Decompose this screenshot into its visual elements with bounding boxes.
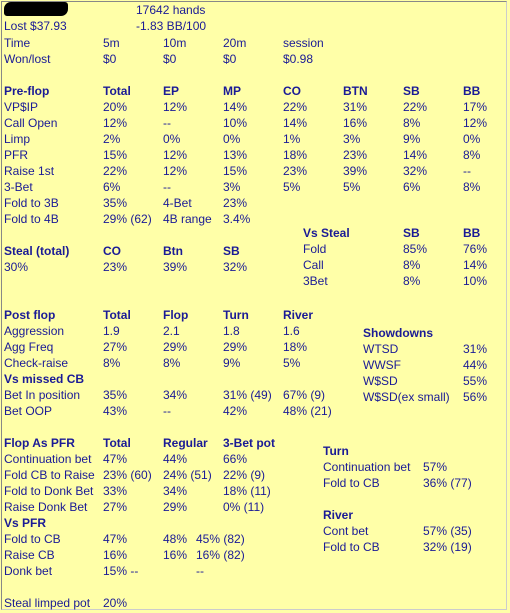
vs-steal-col-sb: SB bbox=[403, 226, 420, 240]
vs-pfr-label-raise-cb: Raise CB bbox=[4, 548, 55, 562]
steal-btn-value: 39% bbox=[163, 260, 188, 274]
showdown-label-w-sd-ex-small: W$SD(ex small) bbox=[363, 390, 450, 404]
showdown-value-w-sd: 55% bbox=[463, 374, 488, 388]
steal-co-value: 23% bbox=[103, 260, 128, 274]
vs-steal-value-fold-0: 85% bbox=[403, 242, 428, 256]
flop-pfr-title: Flop As PFR bbox=[4, 436, 75, 450]
preflop-value-vp-ip-4: 31% bbox=[343, 100, 368, 114]
missed-cb-value-bet-in-position-0: 35% bbox=[103, 388, 128, 402]
preflop-value-call-open-1: -- bbox=[163, 116, 171, 130]
showdown-value-wtsd: 31% bbox=[463, 342, 488, 356]
preflop-value-call-open-3: 14% bbox=[283, 116, 308, 130]
postflop-col-turn: Turn bbox=[223, 308, 249, 322]
preflop-col-bb: BB bbox=[463, 84, 481, 98]
bb-per-100: -1.83 BB/100 bbox=[136, 19, 207, 33]
preflop-value-3-bet-1: -- bbox=[163, 180, 171, 194]
fourbet-range-value: 3.4% bbox=[223, 212, 251, 226]
postflop-col-flop: Flop bbox=[163, 308, 189, 322]
flop-pfr-value-fold-cb-to-raise-0: 23% (60) bbox=[103, 468, 152, 482]
flop-pfr-label-continuation-bet: Continuation bet bbox=[4, 452, 92, 466]
fourbet-value: 23% bbox=[223, 196, 248, 210]
preflop-value-vp-ip-6: 17% bbox=[463, 100, 488, 114]
missed-cb-value-bet-oop-1: -- bbox=[163, 404, 171, 418]
flop-pfr-col-total: Total bbox=[103, 436, 131, 450]
preflop-value-pfr-3: 18% bbox=[283, 148, 308, 162]
steal-total-value: 30% bbox=[4, 260, 29, 274]
preflop-value-3-bet-2: 3% bbox=[223, 180, 241, 194]
preflop-value-call-open-2: 10% bbox=[223, 116, 248, 130]
missed-cb-value-bet-oop-0: 43% bbox=[103, 404, 128, 418]
flop-pfr-value-continuation-bet-1: 44% bbox=[163, 452, 188, 466]
preflop-label-pfr: PFR bbox=[4, 148, 28, 162]
steal-limped-value: 20% bbox=[103, 596, 128, 610]
preflop-value-call-open-4: 16% bbox=[343, 116, 368, 130]
vs-pfr-label-donk-bet: Donk bet bbox=[4, 564, 53, 578]
flop-pfr-label-fold-to-donk-bet: Fold to Donk Bet bbox=[4, 484, 94, 498]
stats-panel-frame bbox=[1, 1, 507, 610]
postflop-value-aggression-1: 2.1 bbox=[163, 324, 180, 338]
flop-pfr-col-regular: Regular bbox=[163, 436, 208, 450]
showdown-label-wtsd: WTSD bbox=[363, 342, 399, 356]
postflop-value-check-raise-0: 8% bbox=[103, 356, 121, 370]
flop-pfr-label-fold-cb-to-raise: Fold CB to Raise bbox=[4, 468, 95, 482]
postflop-value-aggression-2: 1.8 bbox=[223, 324, 240, 338]
preflop-value-call-open-6: 12% bbox=[463, 116, 488, 130]
fold4b-label: Fold to 4B bbox=[4, 212, 59, 226]
wonlost-session: $0.98 bbox=[283, 52, 314, 66]
missed-cb-title: Vs missed CB bbox=[4, 372, 85, 386]
preflop-value-raise-1st-5: 32% bbox=[403, 164, 428, 178]
missed-cb-value-bet-in-position-1: 34% bbox=[163, 388, 188, 402]
preflop-label-call-open: Call Open bbox=[4, 116, 58, 130]
vs-pfr-value-donk-bet-0: 15% -- bbox=[103, 564, 139, 578]
turn-label-continuation-bet: Continuation bet bbox=[323, 460, 411, 474]
preflop-value-limp-5: 9% bbox=[403, 132, 421, 146]
vs-pfr-title: Vs PFR bbox=[4, 516, 47, 530]
preflop-value-vp-ip-5: 22% bbox=[403, 100, 428, 114]
missed-cb-label-bet-in-position: Bet In position bbox=[4, 388, 81, 402]
preflop-value-limp-3: 1% bbox=[283, 132, 301, 146]
fourbet-range-label: 4B range bbox=[163, 212, 212, 226]
fold3b-label: Fold to 3B bbox=[4, 196, 59, 210]
showdown-label-wwsf: WWSF bbox=[363, 358, 401, 372]
flop-pfr-col-3bet: 3-Bet pot bbox=[223, 436, 275, 450]
steal-col-btn: Btn bbox=[163, 244, 183, 258]
showdown-value-wwsf: 44% bbox=[463, 358, 488, 372]
preflop-value-3-bet-4: 5% bbox=[343, 180, 361, 194]
postflop-value-check-raise-3: 5% bbox=[283, 356, 301, 370]
vs-pfr-value-raise-cb-1: 16% bbox=[163, 548, 188, 562]
vs-steal-label-3bet: 3Bet bbox=[303, 274, 328, 288]
postflop-value-agg-freq-3: 18% bbox=[283, 340, 308, 354]
postflop-value-check-raise-2: 9% bbox=[223, 356, 241, 370]
postflop-label-aggression: Aggression bbox=[4, 324, 65, 338]
preflop-value-3-bet-5: 6% bbox=[403, 180, 421, 194]
vs-steal-value-call-1: 14% bbox=[463, 258, 488, 272]
missed-cb-value-bet-in-position-2: 31% (49) bbox=[223, 388, 272, 402]
preflop-value-pfr-6: 8% bbox=[463, 148, 481, 162]
flop-pfr-value-continuation-bet-2: 66% bbox=[223, 452, 248, 466]
preflop-col-ep: EP bbox=[163, 84, 180, 98]
preflop-value-pfr-4: 23% bbox=[343, 148, 368, 162]
turn-title: Turn bbox=[323, 444, 349, 458]
river-value-cont-bet: 57% (35) bbox=[423, 524, 472, 538]
preflop-title: Pre-flop bbox=[4, 84, 50, 98]
river-value-fold-to-cb: 32% (19) bbox=[423, 540, 472, 554]
postflop-label-check-raise: Check-raise bbox=[4, 356, 69, 370]
time-col-session: session bbox=[283, 36, 324, 50]
preflop-value-pfr-2: 13% bbox=[223, 148, 248, 162]
preflop-value-3-bet-3: 5% bbox=[283, 180, 301, 194]
preflop-value-raise-1st-6: -- bbox=[463, 164, 471, 178]
postflop-col-total: Total bbox=[103, 308, 131, 322]
preflop-value-pfr-1: 12% bbox=[163, 148, 188, 162]
preflop-value-raise-1st-4: 39% bbox=[343, 164, 368, 178]
vs-pfr-value-fold-to-cb-2: 45% (82) bbox=[196, 532, 245, 546]
steal-col-co: CO bbox=[103, 244, 121, 258]
time-col-5m: 5m bbox=[103, 36, 120, 50]
wonlost-10m: $0 bbox=[163, 52, 177, 66]
preflop-value-raise-1st-0: 22% bbox=[103, 164, 128, 178]
vs-steal-col-bb: BB bbox=[463, 226, 481, 240]
postflop-value-agg-freq-0: 27% bbox=[103, 340, 128, 354]
preflop-value-vp-ip-1: 12% bbox=[163, 100, 188, 114]
preflop-value-limp-2: 0% bbox=[223, 132, 241, 146]
preflop-value-vp-ip-0: 20% bbox=[103, 100, 128, 114]
flop-pfr-value-fold-to-donk-bet-1: 34% bbox=[163, 484, 188, 498]
preflop-value-raise-1st-2: 15% bbox=[223, 164, 248, 178]
preflop-col-co: CO bbox=[283, 84, 301, 98]
time-col-10m: 10m bbox=[163, 36, 187, 50]
preflop-value-pfr-0: 15% bbox=[103, 148, 128, 162]
preflop-col-total: Total bbox=[103, 84, 131, 98]
vs-steal-label-fold: Fold bbox=[303, 242, 327, 256]
flop-pfr-value-raise-donk-bet-0: 27% bbox=[103, 500, 128, 514]
preflop-col-sb: SB bbox=[403, 84, 420, 98]
preflop-value-vp-ip-2: 14% bbox=[223, 100, 248, 114]
missed-cb-value-bet-oop-2: 42% bbox=[223, 404, 248, 418]
redacted-player-name bbox=[4, 2, 68, 16]
fold3b-value: 35% bbox=[103, 196, 128, 210]
flop-pfr-label-raise-donk-bet: Raise Donk Bet bbox=[4, 500, 88, 514]
preflop-label-vp-ip: VP$IP bbox=[4, 100, 39, 114]
postflop-title: Post flop bbox=[4, 308, 56, 322]
postflop-value-agg-freq-1: 29% bbox=[163, 340, 188, 354]
vs-steal-label-call: Call bbox=[303, 258, 324, 272]
vs-pfr-value-raise-cb-2: 16% (82) bbox=[196, 548, 245, 562]
river-label-cont-bet: Cont bet bbox=[323, 524, 369, 538]
flop-pfr-value-fold-to-donk-bet-0: 33% bbox=[103, 484, 128, 498]
time-label: Time bbox=[4, 36, 31, 50]
fold4b-value: 29% (62) bbox=[103, 212, 152, 226]
preflop-value-limp-4: 3% bbox=[343, 132, 361, 146]
postflop-value-aggression-3: 1.6 bbox=[283, 324, 300, 338]
postflop-value-check-raise-1: 8% bbox=[163, 356, 181, 370]
lost-amount: Lost $37.93 bbox=[4, 19, 67, 33]
river-title: River bbox=[323, 508, 354, 522]
vs-pfr-value-fold-to-cb-1: 48% bbox=[163, 532, 188, 546]
preflop-value-pfr-5: 14% bbox=[403, 148, 428, 162]
preflop-label-limp: Limp bbox=[4, 132, 31, 146]
preflop-value-3-bet-0: 6% bbox=[103, 180, 121, 194]
missed-cb-value-bet-oop-3: 48% (21) bbox=[283, 404, 332, 418]
time-col-20m: 20m bbox=[223, 36, 247, 50]
preflop-col-mp: MP bbox=[223, 84, 241, 98]
preflop-value-limp-1: 0% bbox=[163, 132, 181, 146]
preflop-value-limp-6: 0% bbox=[463, 132, 481, 146]
missed-cb-label-bet-oop: Bet OOP bbox=[4, 404, 53, 418]
vs-pfr-value-raise-cb-0: 16% bbox=[103, 548, 128, 562]
vs-steal-title: Vs Steal bbox=[303, 226, 350, 240]
vs-pfr-value-donk-bet-2: -- bbox=[196, 564, 204, 578]
flop-pfr-value-continuation-bet-0: 47% bbox=[103, 452, 128, 466]
wonlost-5m: $0 bbox=[103, 52, 117, 66]
vs-steal-value-3bet-0: 8% bbox=[403, 274, 421, 288]
river-label-fold-to-cb: Fold to CB bbox=[323, 540, 380, 554]
turn-label-fold-to-cb: Fold to CB bbox=[323, 476, 380, 490]
vs-steal-value-call-0: 8% bbox=[403, 258, 421, 272]
preflop-col-btn: BTN bbox=[343, 84, 368, 98]
showdown-label-w-sd: W$SD bbox=[363, 374, 398, 388]
preflop-value-raise-1st-3: 23% bbox=[283, 164, 308, 178]
flop-pfr-value-raise-donk-bet-1: 29% bbox=[163, 500, 188, 514]
preflop-label-3-bet: 3-Bet bbox=[4, 180, 33, 194]
postflop-col-river: River bbox=[283, 308, 314, 322]
vs-steal-value-3bet-1: 10% bbox=[463, 274, 488, 288]
turn-value-fold-to-cb: 36% (77) bbox=[423, 476, 472, 490]
preflop-value-limp-0: 2% bbox=[103, 132, 121, 146]
flop-pfr-value-fold-to-donk-bet-2: 18% (11) bbox=[223, 484, 271, 498]
preflop-value-3-bet-6: 8% bbox=[463, 180, 481, 194]
wonlost-label: Won/lost bbox=[4, 52, 51, 66]
vs-pfr-value-fold-to-cb-0: 47% bbox=[103, 532, 128, 546]
preflop-value-vp-ip-3: 22% bbox=[283, 100, 308, 114]
vs-pfr-label-fold-to-cb: Fold to CB bbox=[4, 532, 61, 546]
steal-col-sb: SB bbox=[223, 244, 240, 258]
wonlost-20m: $0 bbox=[223, 52, 237, 66]
postflop-value-agg-freq-2: 29% bbox=[223, 340, 248, 354]
preflop-label-raise-1st: Raise 1st bbox=[4, 164, 55, 178]
hands-count: 17642 hands bbox=[136, 3, 206, 17]
postflop-label-agg-freq: Agg Freq bbox=[4, 340, 54, 354]
flop-pfr-value-raise-donk-bet-2: 0% (11) bbox=[223, 500, 265, 514]
showdown-value-w-sd-ex-small: 56% bbox=[463, 390, 488, 404]
steal-limped-label: Steal limped pot bbox=[4, 596, 91, 610]
turn-value-continuation-bet: 57% bbox=[423, 460, 448, 474]
missed-cb-value-bet-in-position-3: 67% (9) bbox=[283, 388, 326, 402]
vs-steal-value-fold-1: 76% bbox=[463, 242, 488, 256]
showdowns-title: Showdowns bbox=[363, 326, 433, 340]
steal-title: Steal (total) bbox=[4, 244, 70, 258]
postflop-value-aggression-0: 1.9 bbox=[103, 324, 120, 338]
preflop-value-raise-1st-1: 12% bbox=[163, 164, 188, 178]
preflop-value-call-open-0: 12% bbox=[103, 116, 128, 130]
steal-sb-value: 32% bbox=[223, 260, 248, 274]
preflop-value-call-open-5: 8% bbox=[403, 116, 421, 130]
flop-pfr-value-fold-cb-to-raise-1: 24% (51) bbox=[163, 468, 212, 482]
fourbet-label: 4-Bet bbox=[163, 196, 192, 210]
flop-pfr-value-fold-cb-to-raise-2: 22% (9) bbox=[223, 468, 266, 482]
